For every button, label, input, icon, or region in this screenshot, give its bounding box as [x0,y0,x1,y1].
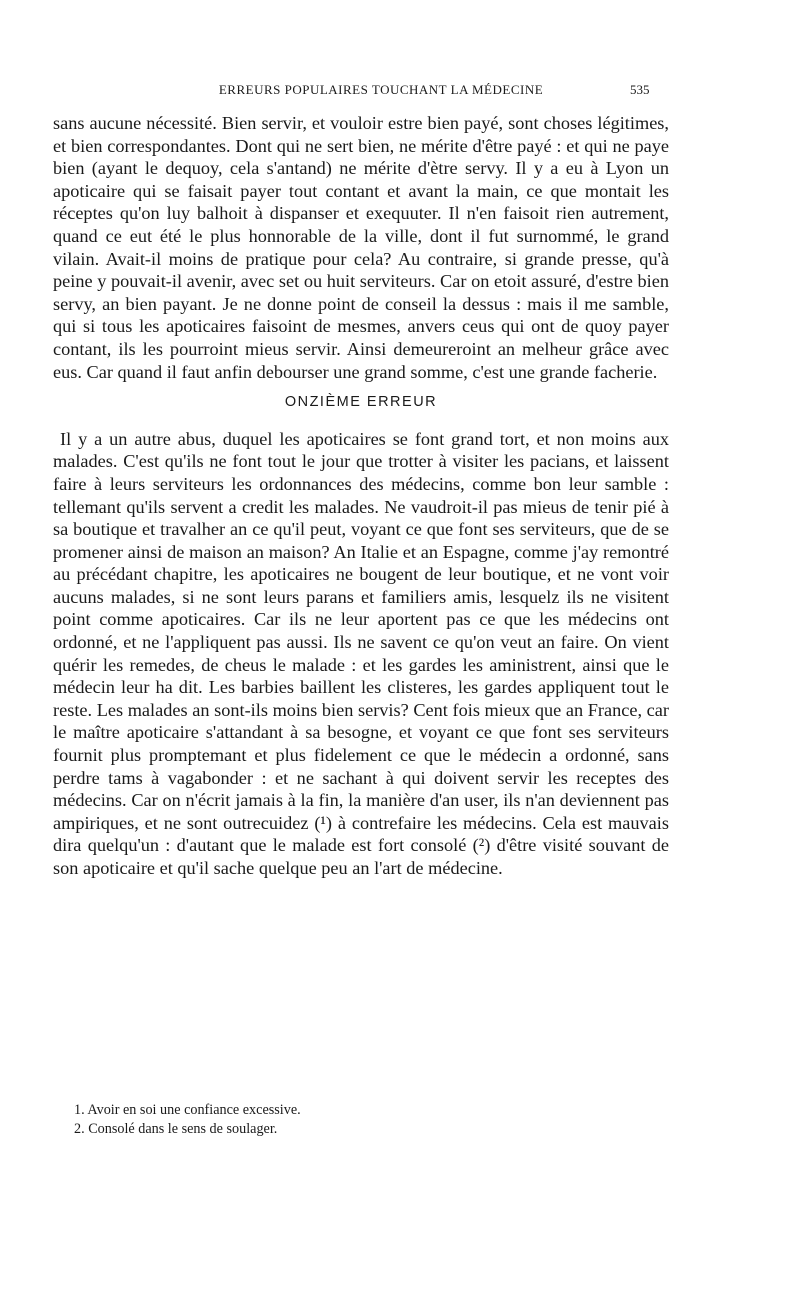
footnote-ref-2: (²) [472,835,491,856]
footnote-1: 1. Avoir en soi une confiance excessive. [74,1102,301,1118]
page-number: 535 [630,82,650,97]
footnotes [74,1101,634,1139]
paragraph-2-text-2: à contrefaire les médecins. Cela est mauvais dira quelqu'un : d'autant que le malade est fort consolé [53,812,669,856]
footnote-ref-1: (¹) [314,812,332,833]
body-text [53,112,669,880]
paragraph-2-text-1: Il y a un autre abus, duquel les apoticaires se font grand tort, et non moins aux malades. C'est qu'ils ne font tout le jour que trotter à visiter les pacians, et laissent faire à leurs serviteurs les ordonnances des médecins, comme bon leur samble : tellemant qu'ils servent a credit les malades. Ne vaudroit-il pas mieus de tenir pié à sa boutique et travalher an ce qu'il peut, voyant ce que font ses serviteurs, que de se promener ainsi de maison an maison? An Italie et an Espagne, comme j'ay remontré au précédant chapitre, les apoticaires ne bougent de leur boutique, et ne vont voir aucuns malades, si ne sont leurs parans et familiers amis, lesquelz ils ne visitent point comme apoticaires. Car ils ne leur aportent pas ce que les médecins ont ordonné, et ne l'appliquent pas aussi. Ils ne savent ce qu'on veut an faire. On vient quérir les remedes, de cheus le malade : et les gardes les aministrent, ainsi que le médecin leur ha dit. Les barbies baillent les clisteres, les gardes appliquent tout le reste. Les malades an sont-ils moins bien servis? Cent fois mieux que an France, car le maître apoticaire s'attandant à sa besogne, et voyant ce que font ses serviteurs fournit plus promptemant et plus fidelement ce que le médecin a ordonné, sans perdre tams à vagabonder : et ne sachant à qui doivent servir les receptes des médecins. Car on n'écrit jamais à la fin, la manière d'an user, ils n'an deviennent pas ampiriques, et ne sont outrecuidez [53,428,669,833]
paragraph-2 [53,428,669,880]
footnote-2: 2. Consolé dans le sens de soulager. [74,1121,278,1137]
paragraph-1: sans aucune nécessité. Bien servir, et vouloir estre bien payé, sont choses légitimes, et bien correspondantes. Dont qui ne sert bien, ne mérite d'être payé : et qui ne paye bien (ayant le dequoy, cela s'antand) ne mérite d'ètre servy. Il y a eu à Lyon un apoticaire qui se faisait payer tout contant et avant la main, ce que montait les réceptes qu'on luy balhoit à dispanser et exequuter. Il n'en faisoit rien autrement, quand ce eut été le plus honnorable de la ville, dont il fut surnommé, le grand vilain. Avait-il moins de pratique pour cela? Au contraire, si grande presse, qu'à peine y pouvait-il avenir, avec set ou huit serviteurs. Car on etoit assuré, d'estre bien servy, an bien payant. Je ne donne point de conseil la dessus : mais il me samble, qui si tous les apoticaires faisoint de mesmes, anvers ceus qui ont de quoy payer contant, ils les pourroint mieus servir. Ainsi demeureroint an melheur grâce avec eus. Car quand il faut anfin debourser une grand somme, c'est une grande facherie. [53,113,669,382]
running-title: ERREURS POPULAIRES TOUCHANT LA MÉDECINE [218,82,544,97]
section-heading: ONZIÈME ERREUR [284,394,438,411]
paragraph-2-text-3: d'être visité souvant de son apoticaire et qu'il sache quelque peu an l'art de médecine. [53,835,669,878]
